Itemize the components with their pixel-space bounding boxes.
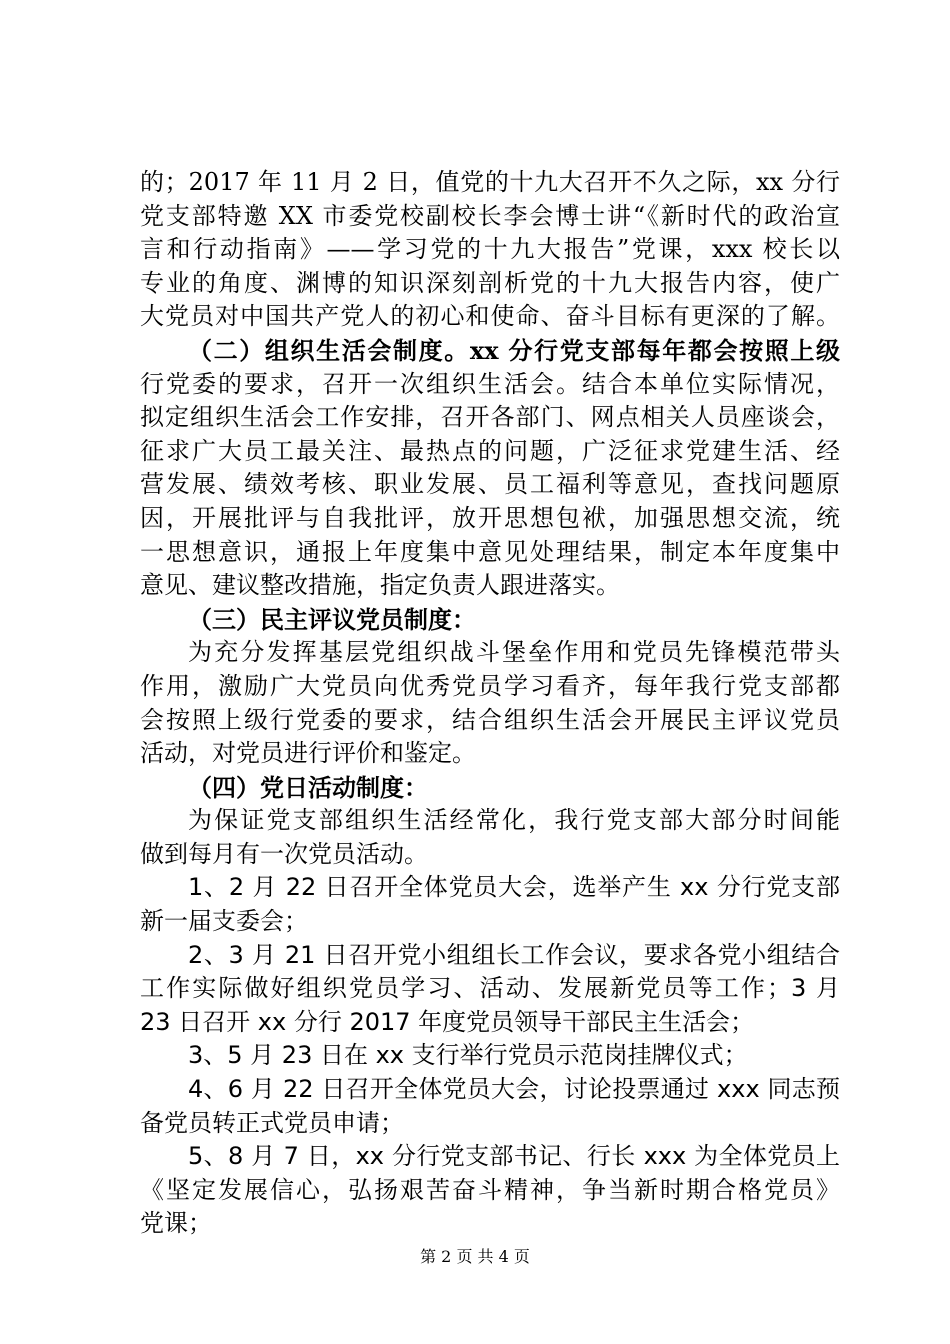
- text-line: 工作实际做好组织党员学习、活动、发展新党员等工作；3 月: [140, 974, 840, 1003]
- text-line: 4、6 月 22 日召开全体党员大会，讨论投票通过 xxx 同志预: [188, 1075, 840, 1104]
- text-line: 党支部特邀 XX 市委党校副校长李会博士讲“《新时代的政治宣: [140, 201, 840, 230]
- text-line: 营发展、绩效考核、职业发展、员工福利等意见，查找问题原: [140, 470, 840, 499]
- text-line: 因，开展批评与自我批评，放开思想包袱，加强思想交流，统: [140, 503, 840, 532]
- page-number-footer: 第 2 页 共 4 页: [420, 1247, 530, 1266]
- text-line: 大党员对中国共产党人的初心和使命、奋斗目标有更深的了解。: [140, 302, 840, 331]
- document-body: [140, 166, 840, 1241]
- section-heading: （四）党日活动制度：: [188, 772, 428, 802]
- text-line: 23 日召开 xx 分行 2017 年度党员领导干部民主生活会；: [140, 1007, 755, 1036]
- text-line: 为保证党支部组织生活经常化，我行党支部大部分时间能: [188, 806, 840, 835]
- text-line: 活动，对党员进行评价和鉴定。: [140, 739, 476, 768]
- text-line: 2、3 月 21 日召开党小组组长工作会议，要求各党小组结合: [188, 940, 840, 969]
- text-line: 备党员转正式党员申请；: [140, 1108, 404, 1137]
- text-line: 言和行动指南》——学习党的十九大报告”党课，xxx 校长以: [140, 235, 840, 264]
- text-line: 的；2017 年 11 月 2 日，值党的十九大召开不久之际，xx 分行: [140, 168, 840, 196]
- text-line: 作用，激励广大党员向优秀党员学习看齐，每年我行党支部都: [140, 671, 840, 700]
- text-line: 《坚定发展信心，弘扬艰苦奋斗精神，争当新时期合格党员》: [140, 1175, 840, 1204]
- text-line: 行党委的要求，召开一次组织生活会。结合本单位实际情况，: [140, 369, 840, 398]
- text-line: 1、2 月 22 日召开全体党员大会，选举产生 xx 分行党支部: [188, 873, 840, 902]
- text-line: 5、8 月 7 日，xx 分行党支部书记、行长 xxx 为全体党员上: [188, 1142, 840, 1171]
- text-line: 意见、建议整改措施，指定负责人跟进落实。: [140, 571, 620, 600]
- text-line: 会按照上级行党委的要求，结合组织生活会开展民主评议党员: [140, 705, 840, 734]
- text-line: 新一届支委会；: [140, 907, 308, 936]
- text-line: 为充分发挥基层党组织战斗堡垒作用和党员先锋模范带头: [188, 638, 840, 667]
- section-heading: （二）组织生活会制度。xx 分行党支部每年都会按照上级: [188, 335, 840, 365]
- section-heading: （三）民主评议党员制度：: [188, 604, 476, 634]
- text-line: 征求广大员工最关注、最热点的问题，广泛征求党建生活、经: [140, 436, 840, 465]
- text-line: 拟定组织生活会工作安排，召开各部门、网点相关人员座谈会，: [140, 403, 840, 432]
- text-line: 一思想意识，通报上年度集中意见处理结果，制定本年度集中: [140, 537, 840, 566]
- text-line: 专业的角度、渊博的知识深刻剖析党的十九大报告内容，使广: [140, 268, 840, 297]
- text-line: 做到每月有一次党员活动。: [140, 839, 428, 868]
- text-line: 3、5 月 23 日在 xx 支行举行党员示范岗挂牌仪式；: [188, 1041, 748, 1070]
- text-line: 党课；: [140, 1209, 212, 1238]
